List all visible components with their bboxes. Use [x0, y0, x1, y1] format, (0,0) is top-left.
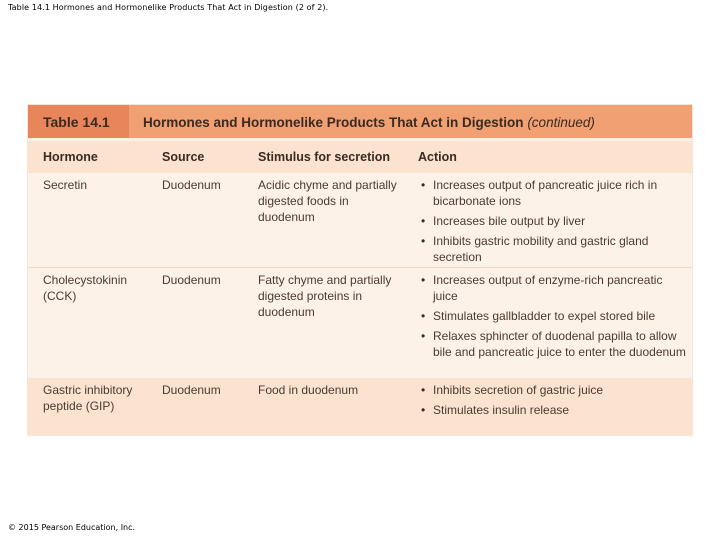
cell-hormone: Gastric inhibitory peptide (GIP): [43, 383, 133, 413]
cell-stimulus: Acidic chyme and partially digested foods in duodenum: [258, 178, 397, 224]
cell-stimulus: Fatty chyme and partially digested proteins in duodenum: [258, 273, 392, 319]
slide-caption: Table 14.1 Hormones and Hormonelike Products That Act in Digestion (2 of 2).: [8, 3, 329, 12]
cell-stimulus: Food in duodenum: [258, 383, 359, 397]
header-hormone: Hormone: [43, 150, 98, 164]
table-header-row: [28, 141, 692, 173]
header-source: Source: [162, 150, 205, 164]
header-stimulus: Stimulus for secretion: [258, 150, 390, 164]
cell-action: [418, 177, 686, 269]
table-title-main: Hormones and Hormonelike Products That Act in Digestion: [143, 115, 524, 130]
table-row-secretin: [28, 173, 692, 267]
cell-source: Duodenum: [162, 273, 221, 287]
action-list: [418, 177, 686, 265]
action-item: • Increases output of enzyme-rich pancreatic juice: [418, 272, 686, 304]
action-item: • Stimulates insulin release: [418, 402, 686, 418]
action-item: • Relaxes sphincter of duodenal papilla to allow bile and pancreatic juice to enter the duodenum: [418, 328, 686, 360]
cell-source: Duodenum: [162, 178, 221, 192]
cell-hormone: Secretin: [43, 178, 88, 192]
action-item: • Increases output of pancreatic juice rich in bicarbonate ions: [418, 177, 686, 209]
cell-source: Duodenum: [162, 383, 221, 397]
action-item: • Inhibits secretion of gastric juice: [418, 382, 686, 398]
cell-action: [418, 272, 686, 364]
action-list: [418, 272, 686, 360]
table-title-bar: [28, 105, 692, 138]
action-item: • Increases bile output by liver: [418, 213, 686, 229]
table-number: Table 14.1: [43, 114, 110, 130]
table-row-gip: [28, 378, 692, 435]
action-item: • Stimulates gallbladder to expel stored bile: [418, 308, 686, 324]
hormones-table: [28, 105, 692, 435]
cell-hormone: Cholecystokinin (CCK): [43, 273, 128, 303]
action-item: • Inhibits gastric mobility and gastric gland secretion: [418, 233, 686, 265]
copyright-notice: © 2015 Pearson Education, Inc.: [8, 523, 136, 532]
table-number-tab: [28, 105, 129, 138]
table-row-cck: [28, 267, 692, 379]
header-action: Action: [418, 150, 457, 164]
cell-action: [418, 382, 686, 422]
action-list: [418, 382, 686, 418]
table-title-suffix: (continued): [527, 115, 595, 130]
table-title: [143, 115, 595, 130]
